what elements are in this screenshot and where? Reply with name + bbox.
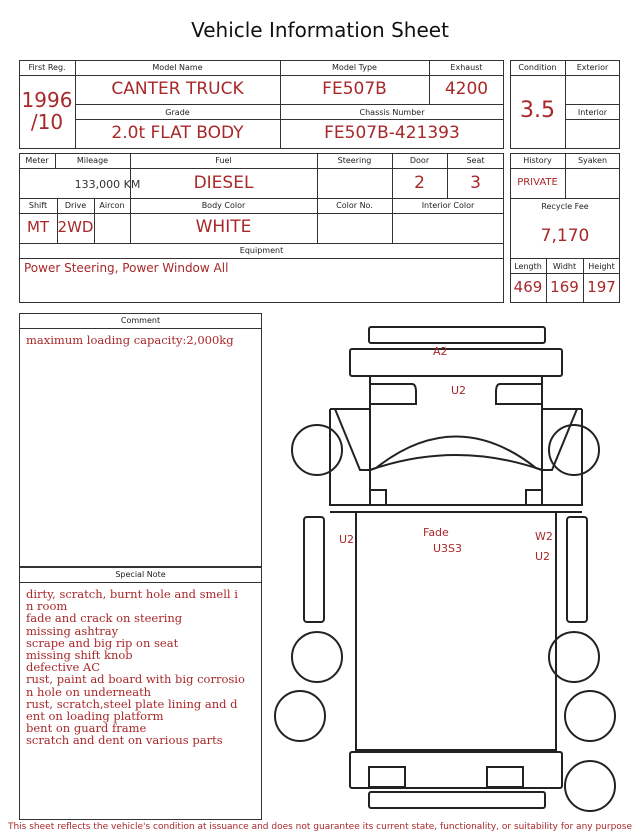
label-exterior: Exterior — [576, 63, 609, 72]
special-note-line: fade and crack on steering — [26, 611, 183, 626]
history-value: PRIVATE — [517, 177, 558, 188]
label-shift: Shift — [28, 201, 48, 210]
drive-value: 2WD — [57, 218, 94, 236]
shift-value: MT — [26, 218, 50, 236]
height-value: 197 — [587, 278, 616, 296]
label-width: Widht — [552, 262, 577, 271]
comment-text: maximum loading capacity:2,000kg — [26, 333, 234, 347]
label-length: Length — [514, 262, 542, 271]
width-value: 169 — [550, 278, 579, 296]
model-name-value: CANTER TRUCK — [111, 79, 244, 99]
label-body-color: Body Color — [201, 201, 246, 210]
label-seat: Seat — [466, 156, 485, 165]
chassis-number-value: FE507B-421393 — [324, 123, 460, 143]
label-exhaust: Exhaust — [450, 63, 483, 72]
damage-mark-cab-top: U2 — [451, 384, 467, 397]
fuel-value: DIESEL — [193, 173, 254, 193]
special-note-line: scratch and dent on various parts — [26, 733, 223, 748]
recycle-fee-value: 7,170 — [540, 226, 590, 246]
label-drive: Drive — [64, 201, 87, 210]
label-syaken: Syaken — [577, 156, 608, 165]
special-note-line: dirty, scratch, burnt hole and smell i — [26, 587, 238, 601]
label-interior-color: Interior Color — [421, 201, 475, 210]
damage-mark-right-u: U2 — [535, 550, 551, 563]
special-note-list — [26, 588, 258, 747]
label-color-no: Color No. — [336, 201, 373, 210]
model-type-value: FE507B — [322, 79, 387, 99]
label-mileage: Mileage — [76, 156, 109, 165]
damage-mark-left-side: U2 — [339, 533, 355, 546]
label-model-name: Model Name — [152, 63, 203, 72]
special-note-line: missing ashtray — [26, 623, 119, 638]
special-note-line: rust, paint ad board with big corrosio — [26, 672, 245, 687]
label-special-note: Special Note — [115, 570, 166, 579]
label-fuel: Fuel — [215, 156, 232, 165]
first-reg-year: 1996 — [21, 88, 73, 112]
label-recycle-fee: Recycle Fee — [541, 202, 589, 211]
footer-disclaimer: This sheet reflects the vehicle's condition at issuance and does not guarantee its current state, functionality, or suitability for any purpose — [7, 822, 633, 832]
damage-mark-center-codes: U3S3 — [433, 542, 463, 555]
damage-mark-center-fade: Fade — [423, 526, 449, 539]
condition-grade: 3.5 — [520, 98, 555, 123]
label-first-reg: First Reg. — [28, 63, 66, 72]
special-note-line: bent on guard frame — [26, 721, 147, 736]
label-chassis-number: Chassis Number — [359, 108, 425, 117]
grade-value: 2.0t FLAT BODY — [111, 123, 244, 143]
equipment-value: Power Steering, Power Window All — [24, 261, 229, 275]
special-note-line: defective AC — [26, 660, 101, 675]
special-note-line: n hole on underneath — [26, 684, 152, 699]
seat-value: 3 — [470, 173, 481, 193]
page-title: Vehicle Information Sheet — [191, 18, 449, 42]
comment-box — [19, 313, 262, 567]
label-comment: Comment — [120, 316, 161, 325]
label-door: Door — [409, 156, 430, 165]
label-steering: Steering — [337, 156, 372, 165]
label-grade: Grade — [165, 108, 190, 117]
special-note-line: missing shift knob — [26, 648, 133, 663]
damage-mark-front-bumper: A2 — [433, 345, 448, 358]
label-model-type: Model Type — [332, 63, 377, 72]
label-aircon: Aircon — [99, 201, 125, 210]
special-note-line: ent on loading platform — [26, 709, 164, 724]
first-reg-month: /10 — [30, 110, 64, 134]
label-condition: Condition — [518, 63, 557, 72]
label-meter: Meter — [25, 156, 49, 165]
length-value: 469 — [513, 278, 543, 296]
special-note-line: rust, scratch,steel plate lining and d — [26, 696, 238, 711]
label-history: History — [523, 156, 552, 165]
label-height: Height — [588, 262, 615, 271]
special-note-line: n room — [26, 599, 68, 614]
label-interior: Interior — [577, 108, 608, 117]
body-color-value: WHITE — [195, 217, 252, 237]
exhaust-value: 4200 — [444, 79, 489, 99]
mileage-value: 133,000 KM — [74, 178, 141, 191]
special-note-line: scrape and big rip on seat — [26, 635, 179, 650]
damage-mark-right-w: W2 — [535, 530, 553, 543]
door-value: 2 — [414, 173, 425, 193]
label-equipment: Equipment — [239, 246, 284, 255]
